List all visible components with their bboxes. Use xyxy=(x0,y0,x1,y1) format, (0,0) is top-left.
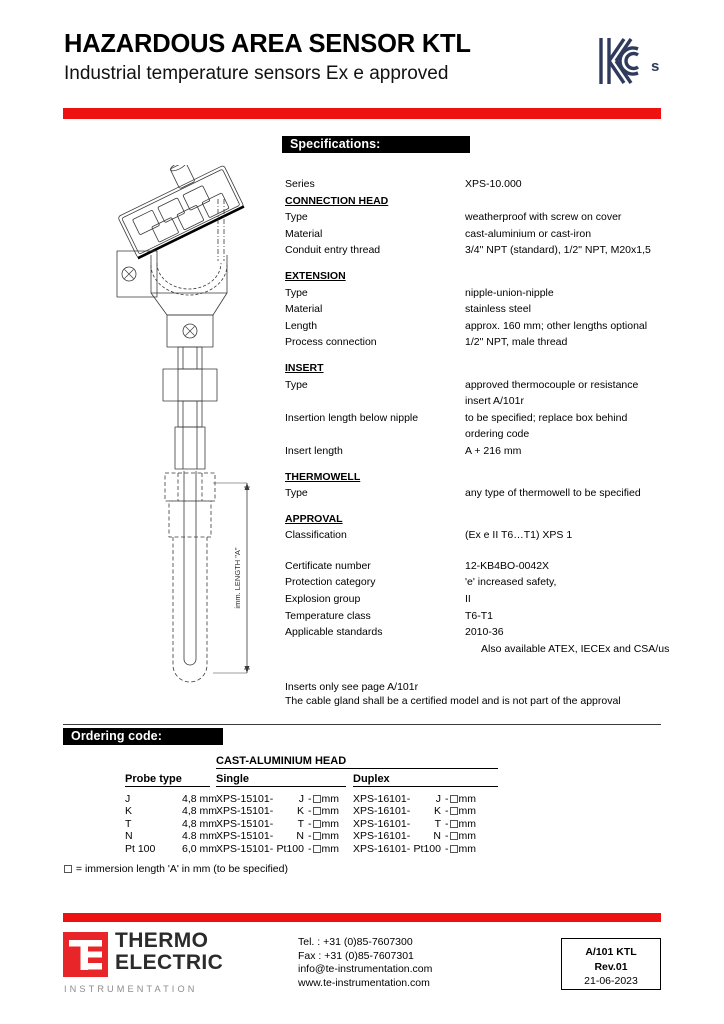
spec-label: Material xyxy=(285,227,323,240)
contact-tel: Tel. : +31 (0)85-7607300 xyxy=(298,936,413,948)
spec-label: Series xyxy=(285,178,315,190)
cell-probe-type: J xyxy=(125,793,131,805)
cell-probe-type: Pt 100 xyxy=(125,842,156,855)
te-monogram-icon xyxy=(63,932,108,977)
page-title: HAZARDOUS AREA SENSOR KTL xyxy=(64,30,471,58)
spec-value: 12-KB4BO-0042X xyxy=(465,559,550,572)
company-logo xyxy=(63,929,224,1004)
spec-section-heading: THERMOWELL xyxy=(285,470,361,483)
company-name-line1: THERMO xyxy=(115,929,209,952)
cell-single-code: XPS-15101- xyxy=(216,817,274,830)
ordering-group-header: CAST-ALUMINIUM HEAD xyxy=(216,755,498,769)
cell-single-suffix: - mm xyxy=(308,842,339,855)
spec-value-continued: insert A/101r xyxy=(465,395,524,408)
immersion-length-box-icon xyxy=(313,845,321,853)
spec-value: nipple-union-nipple xyxy=(465,286,554,299)
sensor-assembly-drawing xyxy=(95,165,285,695)
spec-row xyxy=(285,410,675,427)
doc-revision: Rev.01 xyxy=(594,960,628,973)
spec-value: cast-aluminium or cast-iron xyxy=(465,227,592,240)
spec-row xyxy=(285,574,675,591)
spec-row xyxy=(285,377,675,394)
spec-label: Type xyxy=(285,286,308,299)
cell-duplex-suffix: - mm xyxy=(445,793,476,805)
spec-label: Process connection xyxy=(285,336,377,349)
spec-value: 2010-36 xyxy=(465,626,504,639)
cell-diameter: 4,8 mm xyxy=(181,805,217,818)
spec-value: approved thermocouple or resistance xyxy=(465,378,639,391)
spec-row xyxy=(285,226,675,243)
note-line: Inserts only see page A/101r xyxy=(285,681,419,693)
spec-value: (Ex e II T6…T1) XPS 1 xyxy=(465,529,573,542)
specifications-header-bar: Specifications: xyxy=(282,136,470,153)
column-header-duplex: Duplex xyxy=(353,773,498,787)
cell-duplex-suffix: - mm xyxy=(445,817,476,830)
ordering-column-headers xyxy=(63,773,663,789)
immersion-length-box-icon xyxy=(450,845,458,853)
doc-code: A/101 KTL xyxy=(585,946,637,958)
spec-label: Applicable standards xyxy=(285,626,383,639)
immersion-length-box-icon xyxy=(450,832,458,840)
cell-probe-type: K xyxy=(125,805,133,818)
footer-accent-bar xyxy=(63,913,661,922)
immersion-length-box-icon xyxy=(313,807,321,815)
cell-duplex-suffix: - mm xyxy=(445,842,476,855)
spec-row xyxy=(285,485,675,502)
column-header-probe-type: Probe type xyxy=(125,773,210,787)
cell-duplex-code: XPS-16101- xyxy=(353,817,411,830)
company-tagline: INSTRUMENTATION xyxy=(64,984,198,994)
immersion-length-box-icon xyxy=(313,795,321,803)
spec-row xyxy=(285,624,675,641)
cell-duplex-letter: N xyxy=(433,830,441,843)
spec-row xyxy=(285,558,675,575)
cell-single-letter: N xyxy=(296,830,304,843)
cell-probe-type: N xyxy=(125,830,133,843)
cell-duplex-code: XPS-16101- xyxy=(353,793,411,805)
cell-duplex-suffix: - mm xyxy=(445,805,476,818)
contact-fax: Fax : +31 (0)85-7607301 xyxy=(298,949,414,962)
cell-duplex-letter: K xyxy=(433,805,441,818)
spec-row xyxy=(285,334,675,351)
cell-single-suffix: - mm xyxy=(308,817,339,830)
table-row xyxy=(63,818,663,830)
immersion-length-box-icon xyxy=(450,795,458,803)
spec-row xyxy=(285,176,675,193)
immersion-length-legend xyxy=(63,862,288,876)
svg-text:s: s xyxy=(651,58,660,75)
spec-row xyxy=(285,527,675,544)
cell-single-letter: K xyxy=(296,805,304,818)
spec-section-heading: APPROVAL xyxy=(285,512,343,525)
spec-label: Protection category xyxy=(285,576,376,589)
cell-diameter: 4,8 mm xyxy=(181,817,217,830)
spec-row xyxy=(285,285,675,302)
spec-label: Length xyxy=(285,319,318,332)
cell-duplex-letter: J xyxy=(435,793,441,805)
spec-row xyxy=(285,443,675,460)
immersion-length-box-icon xyxy=(450,820,458,828)
spec-value: approx. 160 mm; other lengths optional xyxy=(465,319,648,332)
spec-row xyxy=(285,193,675,210)
spec-row xyxy=(285,469,675,486)
cell-single-letter: T xyxy=(297,817,304,830)
specifications-notes xyxy=(285,681,685,708)
spec-label: Certificate number xyxy=(285,559,371,572)
spec-value: any type of thermowell to be specified xyxy=(465,487,641,500)
document-reference-box xyxy=(561,938,661,990)
spec-value: II xyxy=(465,593,471,606)
page-subtitle: Industrial temperature sensors Ex e approved xyxy=(64,63,449,84)
spec-label: Insert length xyxy=(285,444,343,457)
immersion-length-box-icon xyxy=(450,807,458,815)
ordering-section-divider xyxy=(63,724,661,725)
spec-section-heading: EXTENSION xyxy=(285,269,346,282)
spec-value: Also available ATEX, IECEx and CSA/us xyxy=(481,642,670,655)
spec-label: Insertion length below nipple xyxy=(285,411,419,424)
spec-row xyxy=(285,242,675,259)
column-header-single: Single xyxy=(216,773,346,787)
ordering-rows xyxy=(63,793,663,855)
immersion-length-box-icon xyxy=(313,832,321,840)
drawing-dimension-label: imm. LENGTH "A" xyxy=(233,547,242,609)
spec-value: 'e' increased safety, xyxy=(465,576,557,589)
spec-value: XPS-10.000 xyxy=(465,178,522,190)
spec-label: Classification xyxy=(285,529,347,542)
spec-value: stainless steel xyxy=(465,303,531,316)
cell-duplex-code: XPS-16101- xyxy=(353,805,411,818)
kc-certification-mark-icon xyxy=(594,32,664,90)
contact-email[interactable]: info@te-instrumentation.com xyxy=(298,963,433,976)
spec-value: to be specified; replace box behind xyxy=(465,411,628,424)
spec-value-continued: ordering code xyxy=(465,428,530,441)
spec-row xyxy=(285,360,675,377)
spec-row xyxy=(285,511,675,528)
table-row xyxy=(63,793,663,805)
cell-single-code: XPS-15101- xyxy=(216,805,274,818)
spec-row xyxy=(285,301,675,318)
cell-diameter: 6,0 mm xyxy=(181,842,217,855)
spec-label: Type xyxy=(285,378,308,391)
cell-duplex-letter: Pt100 xyxy=(413,842,441,855)
doc-date: 21-06-2023 xyxy=(584,975,638,987)
company-name-line2: ELECTRIC xyxy=(115,951,224,974)
spec-row xyxy=(285,318,675,335)
table-row xyxy=(63,830,663,842)
spec-row xyxy=(285,641,675,658)
cell-duplex-suffix: - mm xyxy=(445,830,476,843)
table-row xyxy=(63,843,663,855)
spec-label: Temperature class xyxy=(285,609,371,622)
spec-label: Explosion group xyxy=(285,593,361,606)
cell-single-suffix: - mm xyxy=(308,830,339,843)
spec-label: Conduit entry thread xyxy=(285,244,381,257)
contact-details xyxy=(298,936,432,990)
immersion-length-box-icon xyxy=(64,865,72,873)
cell-diameter: 4,8 mm xyxy=(181,793,217,805)
spec-value: weatherproof with screw on cover xyxy=(465,211,622,224)
cell-single-letter: J xyxy=(298,793,304,805)
spec-row xyxy=(285,209,675,226)
spec-row xyxy=(285,268,675,285)
spec-label: Material xyxy=(285,303,323,316)
cell-single-suffix: - mm xyxy=(308,805,339,818)
contact-website[interactable]: www.te-instrumentation.com xyxy=(298,976,430,989)
cell-single-code: XPS-15101- xyxy=(216,830,274,843)
note-line: The cable gland shall be a certified model and is not part of the approval xyxy=(285,694,621,707)
spec-section-heading: INSERT xyxy=(285,361,324,374)
company-name xyxy=(115,930,223,974)
spec-label: Type xyxy=(285,211,308,224)
cell-duplex-letter: T xyxy=(434,817,441,830)
spec-label: Type xyxy=(285,487,308,500)
cell-probe-type: T xyxy=(125,817,132,830)
spec-value: T6-T1 xyxy=(465,609,494,622)
cell-single-letter: Pt100 xyxy=(276,842,304,855)
spec-row xyxy=(285,608,675,625)
ordering-code-header-bar: Ordering code: xyxy=(63,728,223,745)
cell-single-code: XPS-15101- xyxy=(216,793,274,805)
cell-single-code: XPS-15101- xyxy=(216,842,274,855)
spec-value: 3/4" NPT (standard), 1/2" NPT, M20x1,5 xyxy=(465,244,651,257)
spec-value: A + 216 mm xyxy=(465,444,522,457)
legend-text: = immersion length 'A' in mm (to be specified) xyxy=(75,863,288,875)
header-accent-bar xyxy=(63,108,661,119)
spec-row xyxy=(285,591,675,608)
spec-value: 1/2" NPT, male thread xyxy=(465,336,568,349)
cell-duplex-code: XPS-16101- xyxy=(353,842,411,855)
specifications-list xyxy=(285,176,675,657)
table-row xyxy=(63,805,663,817)
cell-single-suffix: - mm xyxy=(308,793,339,805)
spec-section-heading: CONNECTION HEAD xyxy=(285,194,389,207)
immersion-length-box-icon xyxy=(313,820,321,828)
cell-diameter: 4.8 mm xyxy=(181,830,217,843)
cell-duplex-code: XPS-16101- xyxy=(353,830,411,843)
